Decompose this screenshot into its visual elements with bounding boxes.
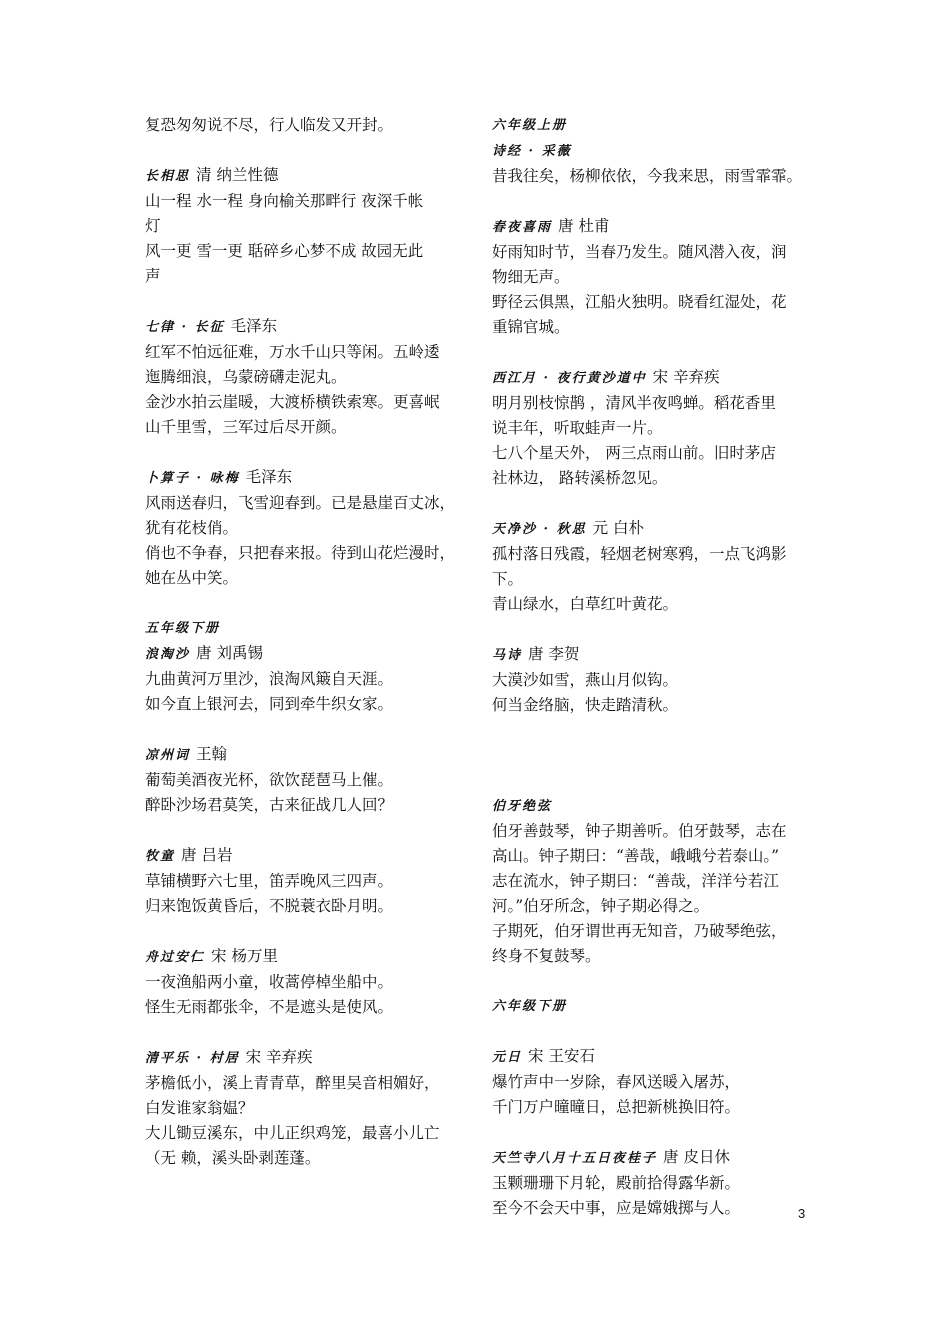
poem-author: 宋 王安石 <box>528 1047 595 1065</box>
poem-heading <box>145 465 465 491</box>
poem-line: 犹有花枝俏。 <box>145 519 239 537</box>
poem-line: 归来饱饭黄昏后，不脱蓑衣卧月明。 <box>145 897 394 915</box>
poem-line: 七八个星天外， 两三点雨山前。旧时茅店 <box>492 444 776 462</box>
poem-line: 草铺横野六七里，笛弄晚风三四声。 <box>145 872 394 890</box>
poem-title: 清平乐 · 村居 <box>145 1051 240 1066</box>
poem-heading <box>492 516 812 542</box>
poem-line: 风一更 雪一更 聒碎乡心梦不成 故园无此 <box>145 242 424 260</box>
poem-line: 说丰年，听取蛙声一片。 <box>492 419 663 437</box>
poem-title: 牧童 <box>145 849 176 864</box>
poem-line: 野径云俱黑，江船火独明。晓看红湿处，花 <box>492 293 787 311</box>
poem-heading <box>492 138 812 164</box>
poem-heading <box>492 365 812 391</box>
poem-line: 孤村落日残霞，轻烟老树寒鸦，一点飞鸿影 <box>492 545 787 563</box>
poem-line: 红军不怕远征难，万水千山只等闲。五岭逶 <box>145 343 440 361</box>
poem-author: 毛泽东 <box>245 468 293 486</box>
poem-line: 九曲黄河万里沙，浪淘风簸自天涯。 <box>145 670 394 688</box>
poem-block <box>492 642 812 718</box>
poem-line: 风雨送春归，飞雪迎春到。已是悬崖百丈冰， <box>145 494 456 512</box>
poem-line: 复恐匆匆说不尽，行人临发又开封。 <box>145 116 394 134</box>
poem-block <box>145 163 465 289</box>
grade-heading: 五年级下册 <box>145 621 221 636</box>
poem-title: 春夜喜雨 <box>492 220 553 235</box>
poem-title: 凉州词 <box>145 748 191 763</box>
poem-block <box>145 465 465 591</box>
poem-line: 河。”伯牙所念，钟子期必得之。 <box>492 897 710 915</box>
poem-line: 茅檐低小，溪上青青草，醉里吴音相媚好， <box>145 1074 440 1092</box>
poem-line: 昔我往矣，杨柳依依，今我来思，雨雪霏霏。 <box>492 167 803 185</box>
poem-block <box>492 793 812 969</box>
poem-line: 社林边， 路转溪桥忽见。 <box>492 469 668 487</box>
poem-line: 俏也不争春，只把春来报。待到山花烂漫时， <box>145 544 456 562</box>
poem-line: 高山。钟子期曰：“善哉，峨峨兮若泰山。” <box>492 847 780 865</box>
poem-author: 清 纳兰性德 <box>196 166 279 184</box>
poem-line: 志在流水，钟子期曰：“善哉，洋洋兮若江 <box>492 872 779 890</box>
poem-line: 灯 <box>145 217 161 235</box>
poem-heading <box>492 642 812 668</box>
poem-heading <box>145 843 465 869</box>
poem-line: 明月别枝惊鹊 ，清风半夜鸣蝉。稻花香里 <box>492 394 776 412</box>
poem-title: 天净沙 · 秋思 <box>492 522 587 537</box>
poem-title: 舟过安仁 <box>145 950 206 965</box>
poem-title: 天竺寺八月十五日夜桂子 <box>492 1151 658 1166</box>
poem-line: 白发谁家翁媪？ <box>145 1099 254 1117</box>
poem-line: 何当金络脑，快走踏清秋。 <box>492 696 679 714</box>
grade-heading: 六年级下册 <box>492 999 568 1014</box>
poem-heading <box>145 641 465 667</box>
poem-author: 毛泽东 <box>230 317 278 335</box>
poem-title: 元日 <box>492 1050 523 1065</box>
poem-block <box>492 214 812 340</box>
poem-heading <box>145 1045 465 1071</box>
poem-block <box>145 314 465 440</box>
poem-line: 千门万户曈曈日，总把新桃换旧符。 <box>492 1098 741 1116</box>
poem-author: 宋 辛弃疾 <box>652 368 720 386</box>
poem-title: 七律 · 长征 <box>145 320 225 335</box>
poem-line: 怪生无雨都张伞，不是遮头是使风。 <box>145 998 394 1016</box>
poem-line: 迤腾细浪，乌蒙磅礴走泥丸。 <box>145 368 347 386</box>
poem-author: 唐 吕岩 <box>181 846 233 864</box>
poem-block <box>492 516 812 617</box>
poem-line: 伯牙善鼓琴，钟子期善听。伯牙鼓琴，志在 <box>492 822 787 840</box>
poem-heading <box>145 163 465 189</box>
poem-line: 子期死，伯牙谓世再无知音，乃破琴绝弦， <box>492 922 787 940</box>
poem-line: 终身不复鼓琴。 <box>492 947 601 965</box>
poem-line: 物细无声。 <box>492 268 570 286</box>
poem-title: 伯牙绝弦 <box>492 799 553 814</box>
poem-block <box>492 113 812 189</box>
poem-block <box>145 944 465 1020</box>
poem-line: 好雨知时节，当春乃发生。随风潜入夜，润 <box>492 243 787 261</box>
poem-heading <box>492 1044 812 1070</box>
poem-author: 唐 杜甫 <box>558 217 610 235</box>
poem-title: 马诗 <box>492 648 523 663</box>
poem-line: 山千里雪，三军过后尽开颜。 <box>145 418 347 436</box>
poem-line: 爆竹声中一岁除，春风送暖入屠苏， <box>492 1073 741 1091</box>
poem-author: 宋 辛弃疾 <box>245 1048 313 1066</box>
poem-author: 元 白朴 <box>592 519 645 537</box>
poem-title: 浪淘沙 <box>145 647 191 662</box>
poem-author: 唐 李贺 <box>528 645 580 663</box>
left-column <box>145 113 465 1171</box>
right-column <box>492 113 812 1221</box>
poem-line: 声 <box>145 267 161 285</box>
poem-block <box>492 365 812 491</box>
poem-author: 宋 杨万里 <box>211 947 278 965</box>
grade-heading: 六年级上册 <box>492 118 568 133</box>
poem-block <box>145 113 465 138</box>
poem-heading <box>492 1145 812 1171</box>
poem-block <box>145 843 465 919</box>
poem-line: 下。 <box>492 570 524 588</box>
poem-author: 王翰 <box>196 745 228 763</box>
page-number: 3 <box>798 1206 806 1221</box>
poem-title: 卜算子 · 咏梅 <box>145 471 240 486</box>
poem-line: 重锦官城。 <box>492 318 570 336</box>
poem-line: 青山绿水，白草红叶黄花。 <box>492 595 679 613</box>
poem-heading <box>492 793 812 819</box>
poem-author: 唐 皮日休 <box>663 1148 730 1166</box>
poem-line: 一夜渔船两小童，收蒿停棹坐船中。 <box>145 973 394 991</box>
poem-title: 诗经 · 采薇 <box>492 144 572 159</box>
poem-heading <box>145 944 465 970</box>
poem-heading <box>492 214 812 240</box>
poem-line: 醉卧沙场君莫笑，古来征战几人回？ <box>145 796 394 814</box>
poem-line: 大漠沙如雪，燕山月似钩。 <box>492 671 679 689</box>
poem-line: 大儿锄豆溪东，中儿正织鸡笼，最喜小儿亡 <box>145 1124 440 1142</box>
poem-line: 至今不会天中事，应是嫦娥掷与人。 <box>492 1199 741 1217</box>
poem-title: 西江月 · 夜行黄沙道中 <box>492 371 647 386</box>
poem-title: 长相思 <box>145 169 191 184</box>
poem-line: 她在丛中笑。 <box>145 569 239 587</box>
poem-block <box>145 1045 465 1171</box>
poem-line: 山一程 水一程 身向榆关那畔行 夜深千帐 <box>145 192 424 210</box>
poem-line: 葡萄美酒夜光杯，欲饮琵琶马上催。 <box>145 771 394 789</box>
poem-block <box>492 994 812 1120</box>
poem-block <box>492 1145 812 1221</box>
poem-line: 如今直上银河去，同到牵牛织女家。 <box>145 695 394 713</box>
poem-block <box>145 616 465 717</box>
poem-line: 玉颗珊珊下月轮，殿前拾得露华新。 <box>492 1174 741 1192</box>
poem-heading <box>145 742 465 768</box>
poem-line: （无 赖，溪头卧剥莲蓬。 <box>145 1149 321 1167</box>
poem-line: 金沙水拍云崖暖，大渡桥横铁索寒。更喜岷 <box>145 393 440 411</box>
poem-block <box>145 742 465 818</box>
poem-heading <box>145 314 465 340</box>
poem-author: 唐 刘禹锡 <box>196 644 263 662</box>
